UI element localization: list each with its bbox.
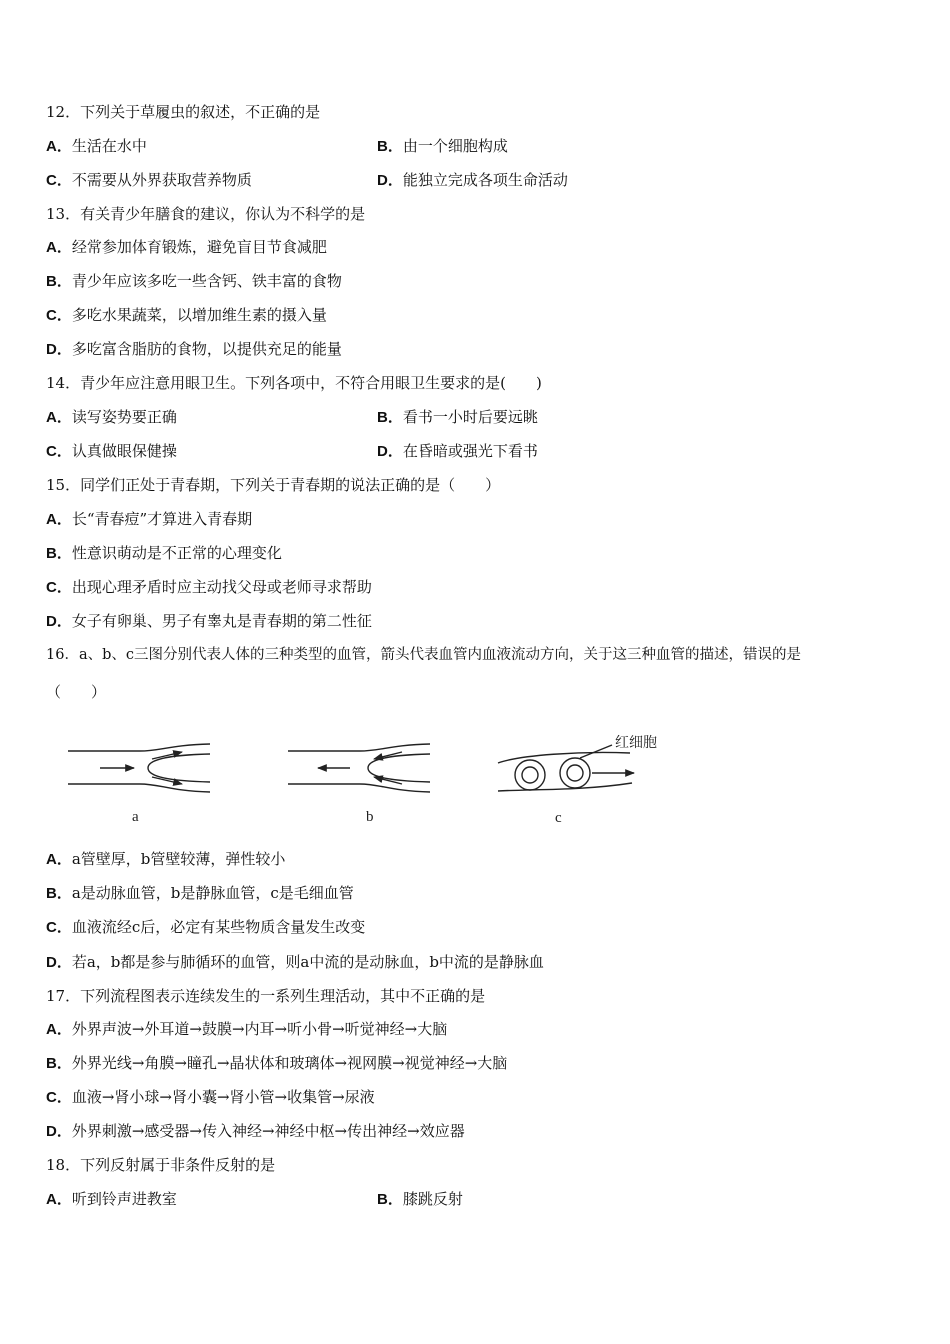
q12-option-a: A．生活在水中 [46, 137, 147, 155]
q17-option-a: A．外界声波→外耳道→鼓膜→内耳→听小骨→听觉神经→大脑 [46, 1020, 448, 1038]
q18-stem: 18．下列反射属于非条件反射的是 [46, 1156, 276, 1174]
q12-option-c: C．不需要从外界获取营养物质 [46, 171, 252, 189]
q14-option-b: B．看书一小时后要远眺 [377, 408, 538, 426]
q15-option-b: B．性意识萌动是不正常的心理变化 [46, 544, 282, 562]
q13-option-d: D．多吃富含脂肪的食物，以提供充足的能量 [46, 340, 342, 358]
q17-stem: 17．下列流程图表示连续发生的一系列生理活动，其中不正确的是 [46, 987, 486, 1005]
vessel-b [288, 744, 430, 792]
blood-vessel-diagram [60, 725, 700, 835]
q12-stem: 12．下列关于草履虫的叙述，不正确的是 [46, 103, 321, 121]
q12-option-d: D．能独立完成各项生命活动 [377, 171, 568, 189]
q15-option-d: D．女子有卵巢、男子有睾丸是青春期的第二性征 [46, 612, 372, 630]
q12-option-b: B．由一个细胞构成 [377, 137, 508, 155]
q17-option-c: C．血液→肾小球→肾小囊→肾小管→收集管→尿液 [46, 1088, 375, 1106]
q14-option-a: A．读写姿势要正确 [46, 408, 177, 426]
red-cell-label: 红细胞 [615, 735, 657, 751]
q14-stem: 14．青少年应注意用眼卫生。下列各项中，不符合用眼卫生要求的是( ) [46, 374, 542, 392]
label-c: c [555, 810, 562, 826]
q16-option-b: B．a是动脉血管，b是静脉血管，c是毛细血管 [46, 884, 354, 902]
q15-option-a: A．长“青春痘”才算进入青春期 [46, 510, 253, 528]
q13-option-c: C．多吃水果蔬菜，以增加维生素的摄入量 [46, 306, 327, 324]
q18-option-a: A．听到铃声进教室 [46, 1190, 177, 1208]
q18-option-b: B．膝跳反射 [377, 1190, 463, 1208]
q13-option-a: A．经常参加体育锻炼，避免盲目节食减肥 [46, 238, 327, 256]
vessel-c [498, 745, 634, 791]
label-b: b [366, 809, 374, 825]
q16-stem: 16．a、b、c三图分别代表人体的三种类型的血管，箭头代表血管内血液流动方向，关于这三种血管的描述，错误的是 [46, 647, 801, 663]
q16-option-a: A．a管壁厚，b管壁较薄，弹性较小 [46, 850, 286, 868]
q16-option-c: C．血液流经c后，必定有某些物质含量发生改变 [46, 918, 366, 936]
vessel-a [68, 744, 210, 792]
q13-stem: 13．有关青少年膳食的建议，你认为不科学的是 [46, 205, 366, 223]
label-a: a [132, 809, 139, 825]
q17-option-d: D．外界刺激→感受器→传入神经→神经中枢→传出神经→效应器 [46, 1122, 465, 1140]
q16-stem-paren: （ ） [46, 683, 107, 701]
q14-option-c: C．认真做眼保健操 [46, 442, 177, 460]
q15-stem: 15．同学们正处于青春期，下列关于青春期的说法正确的是（ ） [46, 476, 501, 494]
blood-vessel-figure [60, 725, 700, 835]
q13-option-b: B．青少年应该多吃一些含钙、铁丰富的食物 [46, 272, 342, 290]
q15-option-c: C．出现心理矛盾时应主动找父母或老师寻求帮助 [46, 578, 372, 596]
q16-option-d: D．若a，b都是参与肺循环的血管，则a中流的是动脉血，b中流的是静脉血 [46, 953, 544, 971]
q14-option-d: D．在昏暗或强光下看书 [377, 442, 538, 460]
q17-option-b: B．外界光线→角膜→瞳孔→晶状体和玻璃体→视网膜→视觉神经→大脑 [46, 1054, 508, 1072]
